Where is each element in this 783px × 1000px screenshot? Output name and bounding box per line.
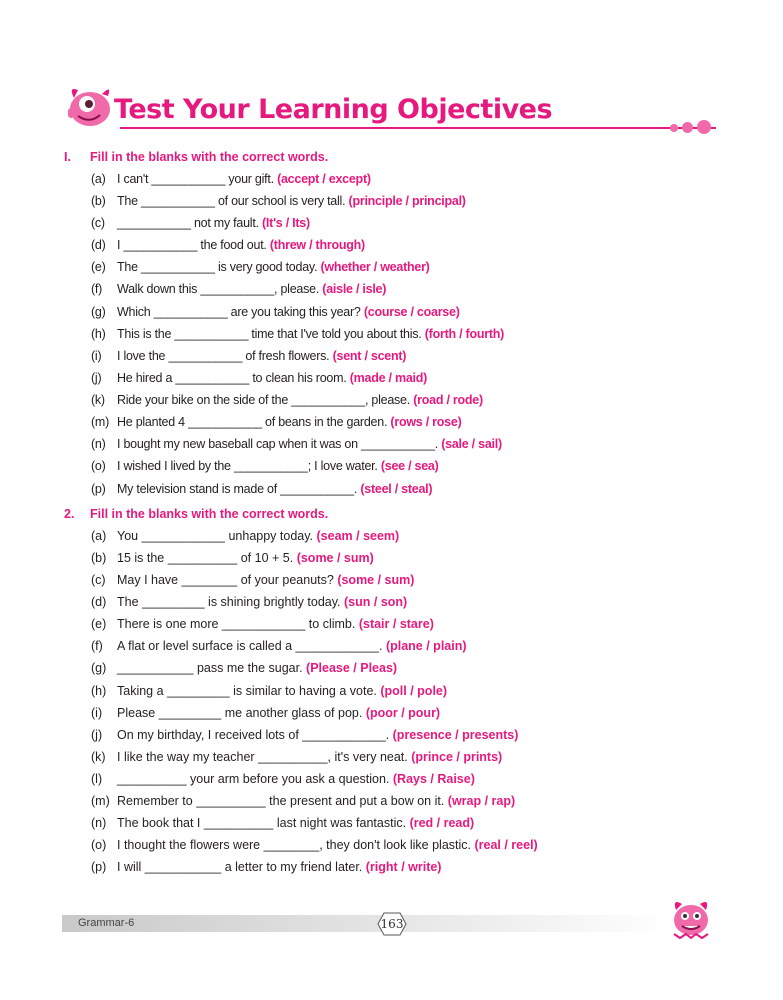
page-number: 163 [374, 911, 410, 937]
page-title: Test Your Learning Objectives [114, 94, 553, 125]
list-item: (j) On my birthday, I received lots of ____________. (presence / presents) [91, 728, 519, 742]
list-item: (i) Please _________ me another glass of pop. (poor / pour) [91, 706, 441, 720]
list-item: (g) Which ___________ are you taking this year? (course / coarse) [91, 305, 460, 319]
decorative-dot [670, 124, 678, 132]
list-item: (g) ___________ pass me the sugar. (Please / Pleas) [91, 661, 398, 675]
list-item: (c) ___________ not my fault. (It's / Its) [91, 216, 310, 230]
list-item: (p) I will ___________ a letter to my friend later. (right / write) [91, 860, 442, 874]
list-item: (j) He hired a ___________ to clean his room. (made / maid) [91, 371, 428, 385]
list-item: (f) A flat or level surface is called a ____________. (plane / plain) [91, 639, 467, 653]
title-underline [120, 127, 716, 129]
footer-band [62, 915, 672, 932]
list-item: (m) He planted 4 ___________ of beans in the garden. (rows / rose) [91, 415, 462, 429]
list-item: (m) Remember to __________ the present and put a bow on it. (wrap / rap) [91, 794, 516, 808]
monster-mascot-icon [62, 82, 118, 130]
list-item: (d) The _________ is shining brightly today. (sun / son) [91, 595, 408, 609]
list-item: (a) I can't ___________ your gift. (accept / except) [91, 172, 371, 186]
section-1-heading: I. Fill in the blanks with the correct words. [64, 150, 329, 164]
list-item: (n) The book that I __________ last night was fantastic. (red / read) [91, 816, 475, 830]
decorative-dot [682, 122, 693, 133]
list-item: (b) The ___________ of our school is very tall. (principle / principal) [91, 194, 466, 208]
list-item: (c) May I have ________ of your peanuts? (some / sum) [91, 573, 415, 587]
list-item: (k) I like the way my teacher __________, it's very neat. (prince / prints) [91, 750, 503, 764]
decorative-dot [697, 120, 711, 134]
section-2-heading: 2. Fill in the blanks with the correct words. [64, 507, 329, 521]
list-item: (d) I ___________ the food out. (threw / through) [91, 238, 365, 252]
list-item: (o) I thought the flowers were ________, they don't look like plastic. (real / reel) [91, 838, 538, 852]
list-item: (h) This is the ___________ time that I've told you about this. (forth / fourth) [91, 327, 505, 341]
list-item: (e) The ___________ is very good today. (whether / weather) [91, 260, 430, 274]
list-item: (n) I bought my new baseball cap when it was on ___________. (sale / sail) [91, 437, 502, 451]
list-item: (b) 15 is the __________ of 10 + 5. (some / sum) [91, 551, 374, 565]
list-item: (k) Ride your bike on the side of the ___________, please. (road / rode) [91, 393, 483, 407]
list-item: (o) I wished I lived by the ___________; I love water. (see / sea) [91, 459, 439, 473]
list-item: (a) You ____________ unhappy today. (seam / seem) [91, 529, 400, 543]
list-item: (p) My television stand is made of ___________. (steel / steal) [91, 482, 433, 496]
footer-book-title: Grammar-6 [78, 917, 135, 929]
pink-monster-icon [668, 894, 714, 940]
page-header [62, 82, 722, 132]
list-item: (l) __________ your arm before you ask a question. (Rays / Raise) [91, 772, 475, 786]
list-item: (f) Walk down this ___________, please. (aisle / isle) [91, 282, 387, 296]
list-item: (h) Taking a _________ is similar to having a vote. (poll / pole) [91, 684, 448, 698]
list-item: (i) I love the ___________ of fresh flowers. (sent / scent) [91, 349, 407, 363]
list-item: (e) There is one more ____________ to climb. (stair / stare) [91, 617, 434, 631]
